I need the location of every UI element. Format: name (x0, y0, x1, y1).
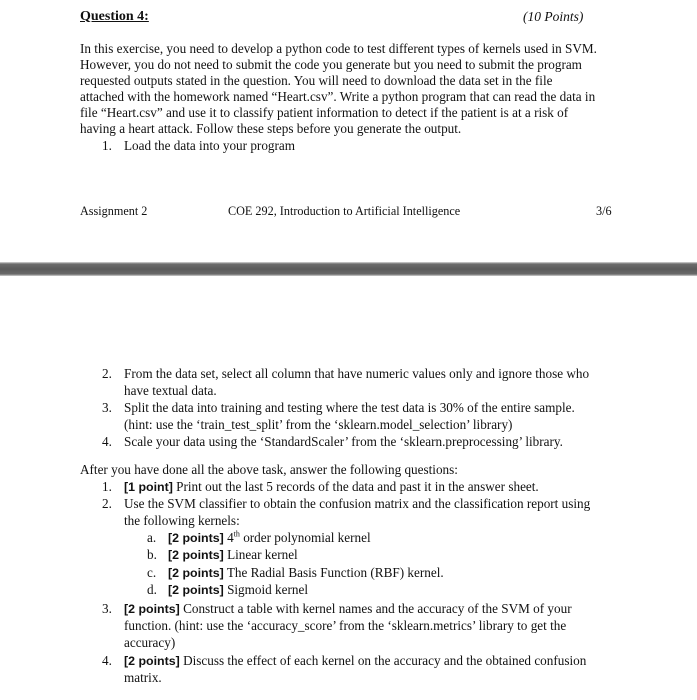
intro-line: However, you do not need to submit the code you generate but you need to submit the program (80, 57, 582, 72)
points-tag: [1 point] (124, 480, 173, 494)
points-tag: [2 points] (124, 654, 180, 668)
points-tag: [2 points] (168, 548, 224, 562)
step-number: 1. (102, 138, 112, 153)
kernel-item: [2 points] Sigmoid kernel (168, 582, 309, 597)
points-tag: [2 points] (168, 566, 224, 580)
step-number: 4. (102, 434, 112, 449)
kernel-letter: c. (147, 565, 157, 580)
question-text: [2 points] Construct a table with kernel names and the accuracy of the SVM of your (124, 601, 572, 616)
question-text: function. (hint: use the ‘accuracy_score’ from the ‘sklearn.metrics’ library to get the (124, 618, 567, 633)
question-title: Question 4: (80, 9, 149, 24)
step-text: have textual data. (124, 383, 217, 398)
step-number: 2. (102, 366, 112, 381)
kernel-item: [2 points] Linear kernel (168, 547, 298, 562)
question-text: [2 points] Discuss the effect of each kernel on the accuracy and the obtained confusion (124, 653, 587, 668)
step-text: Scale your data using the ‘StandardScaler’ from the ‘sklearn.preprocessing’ library. (124, 434, 563, 449)
questions-intro: After you have done all the above task, answer the following questions: (80, 462, 458, 477)
kernel-item: [2 points] 4th order polynomial kernel (168, 529, 371, 545)
step-number: 3. (102, 400, 112, 415)
footer-page-number: 3/6 (596, 204, 612, 218)
question-text: [1 point] Print out the last 5 records of the data and past it in the answer sheet. (124, 479, 539, 494)
intro-line: requested outputs stated in the question. You will need to download the data set in the file (80, 73, 553, 88)
points-label: (10 Points) (523, 9, 584, 24)
footer-assignment: Assignment 2 (80, 204, 148, 218)
kernel-item: [2 points] The Radial Basis Function (RBF) kernel. (168, 565, 444, 580)
footer-course: COE 292, Introduction to Artificial Intelligence (228, 204, 461, 218)
step-text: Load the data into your program (124, 138, 296, 153)
question-text: the following kernels: (124, 513, 240, 528)
question-text: matrix. (124, 670, 162, 685)
question-number: 4. (102, 653, 112, 668)
intro-line: file “Heart.csv” and use it to classify patient information to detect if the patient is at a risk of (80, 105, 569, 120)
intro-line: having a heart attack. Follow these steps before you generate the output. (80, 121, 462, 136)
question-text: Use the SVM classifier to obtain the confusion matrix and the classification report using (124, 496, 591, 511)
step-text: From the data set, select all column that have numeric values only and ignore those who (124, 366, 590, 381)
question-number: 3. (102, 601, 112, 616)
intro-line: In this exercise, you need to develop a python code to test different types of kernels used in SVM. (80, 41, 597, 56)
page-break-divider (0, 262, 697, 276)
kernel-letter: b. (147, 547, 157, 562)
points-tag: [2 points] (168, 531, 224, 545)
points-tag: [2 points] (168, 583, 224, 597)
kernel-letter: a. (147, 530, 157, 545)
question-number: 2. (102, 496, 112, 511)
question-number: 1. (102, 479, 112, 494)
kernel-letter: d. (147, 582, 157, 597)
intro-line: attached with the homework named “Heart.csv”. Write a python program that can read the data in (80, 89, 596, 104)
step-text: (hint: use the ‘train_test_split’ from the ‘sklearn.model_selection’ library) (124, 417, 513, 432)
step-text: Split the data into training and testing where the test data is 30% of the entire sample. (124, 400, 575, 415)
points-tag: [2 points] (124, 602, 180, 616)
question-text: accuracy) (124, 635, 176, 650)
